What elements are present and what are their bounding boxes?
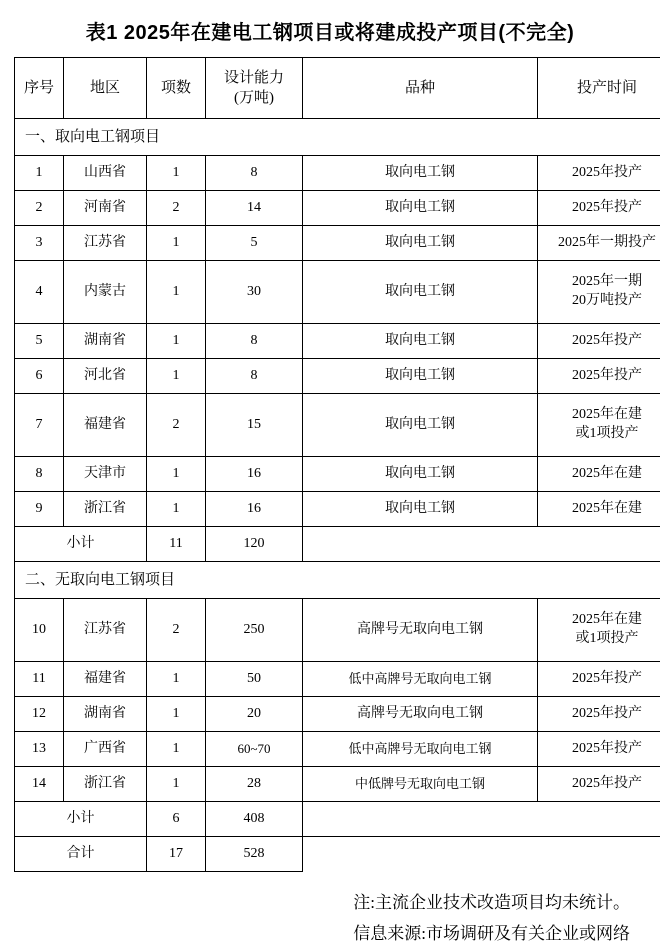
table-row (15, 767, 660, 802)
header-row (15, 58, 660, 119)
section-heading-row (15, 119, 660, 156)
cell-variety: 高牌号无取向电工钢 (303, 697, 538, 732)
cell-time: 2025年投产 (538, 732, 660, 767)
header-region: 地区 (64, 58, 147, 119)
cell-time (538, 599, 660, 662)
cell-seq: 11 (15, 662, 64, 697)
cell-seq: 13 (15, 732, 64, 767)
cell-time: 2025年投产 (538, 697, 660, 732)
cell-seq: 2 (15, 191, 64, 226)
table-row (15, 732, 660, 767)
subtotal-variety-empty (303, 802, 538, 837)
total-time-empty (538, 837, 660, 872)
cell-time-line1: 2025年在建 (540, 406, 660, 425)
table-row (15, 191, 660, 226)
cell-seq: 6 (15, 359, 64, 394)
table-row (15, 662, 660, 697)
cell-seq: 3 (15, 226, 64, 261)
cell-variety: 高牌号无取向电工钢 (303, 599, 538, 662)
cell-count: 2 (147, 394, 206, 457)
cell-region: 山西省 (64, 156, 147, 191)
cell-region: 浙江省 (64, 767, 147, 802)
subtotal-variety-empty (303, 527, 538, 562)
cell-time: 2025年在建 (538, 457, 660, 492)
cell-variety: 低中高牌号无取向电工钢 (303, 732, 538, 767)
cell-time: 2025年在建 (538, 492, 660, 527)
table-row (15, 261, 660, 324)
header-capacity-line2: (万吨) (208, 88, 300, 108)
subtotal-row (15, 527, 660, 562)
cell-region: 湖南省 (64, 697, 147, 732)
cell-capacity: 30 (206, 261, 303, 324)
header-variety: 品种 (303, 58, 538, 119)
cell-seq: 4 (15, 261, 64, 324)
subtotal-label: 小计 (15, 802, 147, 837)
subtotal-time-empty (538, 527, 660, 562)
table-row (15, 156, 660, 191)
section-label: 一、取向电工钢项目 (15, 119, 660, 156)
cell-time-line2: 或1项投产 (540, 630, 660, 649)
cell-capacity: 250 (206, 599, 303, 662)
header-capacity (206, 58, 303, 119)
table-row (15, 599, 660, 662)
cell-variety: 取向电工钢 (303, 394, 538, 457)
cell-time-line1: 2025年在建 (540, 611, 660, 630)
subtotal-row (15, 802, 660, 837)
cell-variety: 取向电工钢 (303, 324, 538, 359)
cell-time: 2025年投产 (538, 324, 660, 359)
cell-seq: 14 (15, 767, 64, 802)
total-variety-empty (303, 837, 538, 872)
cell-variety: 取向电工钢 (303, 226, 538, 261)
cell-variety: 取向电工钢 (303, 492, 538, 527)
table-body (15, 119, 660, 872)
cell-capacity: 16 (206, 457, 303, 492)
cell-count: 1 (147, 457, 206, 492)
cell-time (538, 261, 660, 324)
cell-time: 2025年投产 (538, 662, 660, 697)
cell-count: 1 (147, 662, 206, 697)
cell-region: 内蒙古 (64, 261, 147, 324)
cell-capacity: 15 (206, 394, 303, 457)
cell-time-line2: 或1项投产 (540, 425, 660, 444)
cell-capacity: 20 (206, 697, 303, 732)
total-row (15, 837, 660, 872)
cell-variety: 取向电工钢 (303, 457, 538, 492)
cell-time: 2025年投产 (538, 359, 660, 394)
header-count: 项数 (147, 58, 206, 119)
cell-count: 2 (147, 599, 206, 662)
cell-seq: 12 (15, 697, 64, 732)
footnotes (14, 888, 646, 949)
table-row (15, 226, 660, 261)
section-heading-row (15, 562, 660, 599)
cell-region: 河南省 (64, 191, 147, 226)
cell-count: 1 (147, 767, 206, 802)
subtotal-count: 11 (147, 527, 206, 562)
cell-count: 1 (147, 156, 206, 191)
table-row (15, 394, 660, 457)
cell-seq: 9 (15, 492, 64, 527)
cell-region: 福建省 (64, 662, 147, 697)
cell-count: 1 (147, 697, 206, 732)
cell-region: 天津市 (64, 457, 147, 492)
header-seq: 序号 (15, 58, 64, 119)
cell-time: 2025年投产 (538, 191, 660, 226)
cell-count: 1 (147, 261, 206, 324)
cell-capacity: 5 (206, 226, 303, 261)
cell-time: 2025年投产 (538, 767, 660, 802)
subtotal-capacity: 120 (206, 527, 303, 562)
cell-time-line1: 2025年一期 (540, 273, 660, 292)
cell-seq: 10 (15, 599, 64, 662)
cell-region: 河北省 (64, 359, 147, 394)
cell-capacity: 16 (206, 492, 303, 527)
header-time: 投产时间 (538, 58, 660, 119)
table-row (15, 492, 660, 527)
header-capacity-line1: 设计能力 (208, 68, 300, 88)
cell-capacity: 60~70 (206, 732, 303, 767)
subtotal-time-empty (538, 802, 660, 837)
cell-count: 1 (147, 226, 206, 261)
cell-region: 福建省 (64, 394, 147, 457)
table-row (15, 697, 660, 732)
cell-region: 江苏省 (64, 226, 147, 261)
cell-seq: 5 (15, 324, 64, 359)
table-row (15, 457, 660, 492)
cell-capacity: 8 (206, 324, 303, 359)
cell-count: 1 (147, 359, 206, 394)
cell-count: 1 (147, 492, 206, 527)
cell-count: 1 (147, 324, 206, 359)
total-count: 17 (147, 837, 206, 872)
cell-variety: 中低牌号无取向电工钢 (303, 767, 538, 802)
section-label: 二、无取向电工钢项目 (15, 562, 660, 599)
table-header (15, 58, 660, 119)
projects-table (14, 57, 660, 872)
cell-region: 浙江省 (64, 492, 147, 527)
footnote-2: 信息来源:市场调研及有关企业或网络 (14, 919, 630, 949)
cell-capacity: 50 (206, 662, 303, 697)
table-row (15, 359, 660, 394)
total-capacity: 528 (206, 837, 303, 872)
cell-seq: 8 (15, 457, 64, 492)
cell-seq: 1 (15, 156, 64, 191)
cell-capacity: 8 (206, 359, 303, 394)
cell-variety: 取向电工钢 (303, 359, 538, 394)
cell-region: 广西省 (64, 732, 147, 767)
cell-variety: 取向电工钢 (303, 261, 538, 324)
cell-count: 1 (147, 732, 206, 767)
cell-count: 2 (147, 191, 206, 226)
total-label: 合计 (15, 837, 147, 872)
cell-time: 2025年一期投产 (538, 226, 660, 261)
cell-variety: 取向电工钢 (303, 191, 538, 226)
cell-region: 湖南省 (64, 324, 147, 359)
subtotal-capacity: 408 (206, 802, 303, 837)
subtotal-count: 6 (147, 802, 206, 837)
table-row (15, 324, 660, 359)
cell-capacity: 14 (206, 191, 303, 226)
cell-seq: 7 (15, 394, 64, 457)
cell-time (538, 394, 660, 457)
cell-variety: 取向电工钢 (303, 156, 538, 191)
cell-capacity: 28 (206, 767, 303, 802)
cell-time-line2: 20万吨投产 (540, 292, 660, 311)
subtotal-label: 小计 (15, 527, 147, 562)
page-title: 表1 2025年在建电工钢项目或将建成投产项目(不完全) (14, 16, 646, 45)
cell-variety: 低中高牌号无取向电工钢 (303, 662, 538, 697)
cell-capacity: 8 (206, 156, 303, 191)
cell-time: 2025年投产 (538, 156, 660, 191)
cell-region: 江苏省 (64, 599, 147, 662)
footnote-1: 注:主流企业技术改造项目均未统计。 (14, 888, 630, 919)
